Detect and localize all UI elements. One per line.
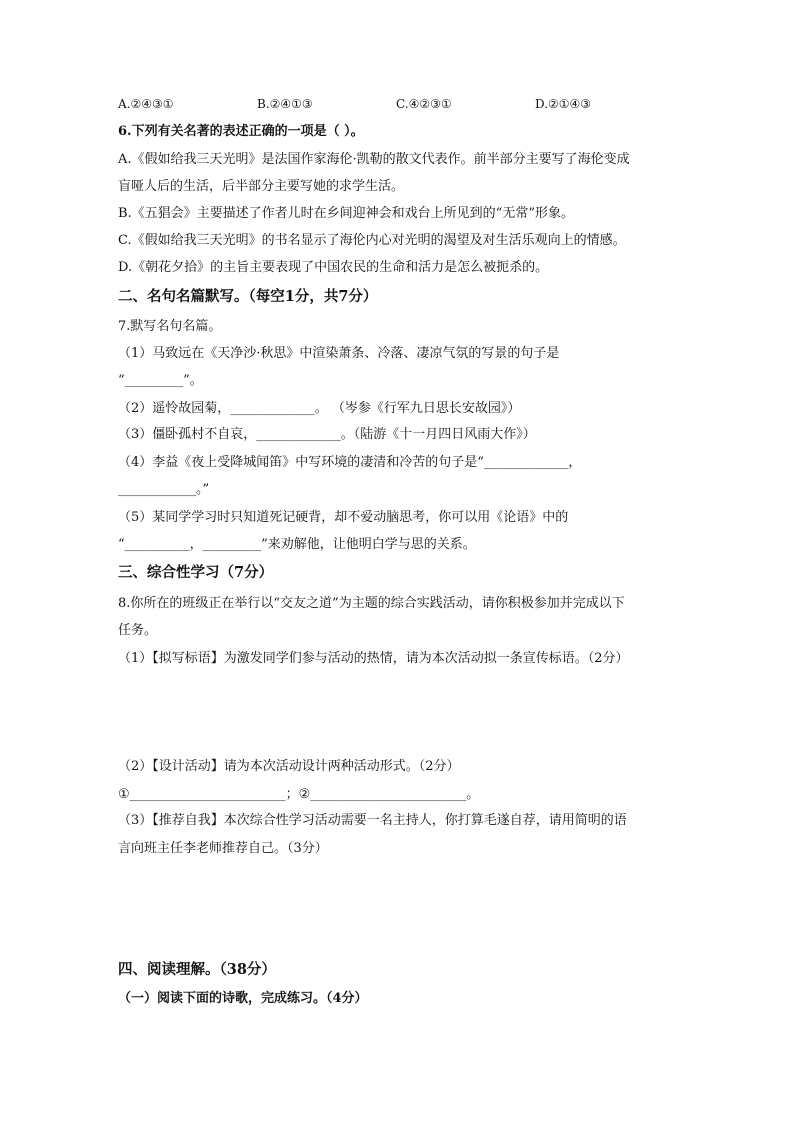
q7-item-5-line2: “__________，_________”来劝解他，让他明白学与思的关系。 [118, 537, 476, 552]
q8-part-3-line2: 言向班主任李老师推荐自己。（3分） [118, 841, 328, 856]
section-2-heading: 二、名句名篇默写。（每空1分，共7分） [118, 288, 378, 305]
option-b: B.②④①③ [257, 97, 313, 111]
reading-part-1-heading: （一）阅读下面的诗歌，完成练习。（4分） [118, 991, 368, 1006]
q7-item-2: （2）遥怜故园菊，_____________。 （岑参《行军九日思长安故园》） [118, 401, 521, 416]
option-a: A.②④③① [118, 97, 174, 111]
q6-option-b: B.《五猖会》主要描述了作者儿时在乡间迎神会和戏台上所见到的“无常”形象。 [118, 206, 574, 221]
q7-item-4-line2: ____________。” [118, 482, 210, 497]
q6-option-d: D.《朝花夕拾》的主旨主要表现了中国农民的生命和活力是怎么被扼杀的。 [118, 260, 549, 275]
section-3-heading: 三、综合性学习（7分） [118, 564, 274, 581]
question-7-stem: 7.默写名句名篇。 [118, 319, 222, 334]
q7-item-4-line1: （4）李益《夜上受降城闻笛》中写环境的凄清和冷苦的句子是“_____________， [118, 455, 582, 470]
q6-option-c: C.《假如给我三天光明》的书名显示了海伦内心对光明的渴望及对生活乐观向上的情感。 [118, 233, 626, 248]
section-4-heading: 四、阅读理解。（38分） [118, 961, 276, 978]
question-8-stem-line1: 8.你所在的班级正在举行以“交友之道”为主题的综合实践活动，请你积极参加并完成以下 [118, 596, 625, 611]
q8-part-2-blanks: ①________________________；②________________________。 [118, 787, 480, 802]
q8-part-1: （1）【拟写标语】为激发同学们参与活动的热情，请为本次活动拟一条宣传标语。（2分） [118, 651, 629, 666]
q7-item-3: （3）僵卧孤村不自哀，_____________。（陆游《十一月四日风雨大作》） [118, 427, 536, 442]
q8-part-2: （2）【设计活动】请为本次活动设计两种活动形式。（2分） [118, 759, 460, 774]
q7-item-1-line2: “_________”。 [118, 373, 203, 388]
q8-part-3-line1: （3）【推荐自我】本次综合性学习活动需要一名主持人，你打算毛遂自荐，请用简明的语 [118, 813, 627, 828]
option-c: C.④②③① [396, 97, 452, 111]
option-d: D.②①④③ [535, 97, 592, 111]
q6-option-a-line1: A.《假如给我三天光明》是法国作家海伦·凯勒的散文代表作。前半部分主要写了海伦变成 [118, 152, 630, 167]
q7-item-5-line1: （5）某同学学习时只知道死记硬背，却不爱动脑思考，你可以用《论语》中的 [118, 510, 569, 525]
q7-item-1-line1: （1）马致远在《天净沙·秋思》中渲染萧条、冷落、凄凉气氛的写景的句子是 [118, 346, 560, 361]
question-6-stem: 6.下列有关名著的表述正确的一项是（ ）。 [118, 124, 364, 139]
q6-option-a-line2: 盲哑人后的生活，后半部分主要写她的求学生活。 [118, 179, 405, 194]
question-8-stem-line2: 任务。 [118, 623, 158, 638]
